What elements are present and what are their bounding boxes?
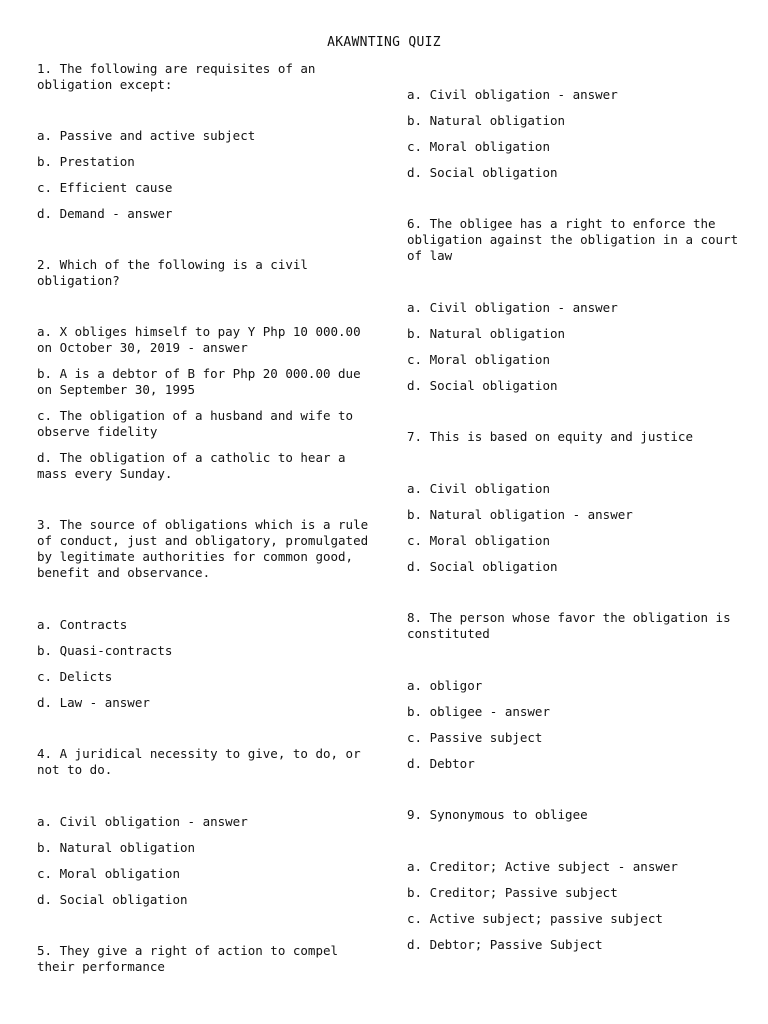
- options-q1: [37, 128, 372, 222]
- option: c. The obligation of a husband and wife to observe fidelity: [37, 408, 354, 439]
- option: b. Quasi-contracts: [37, 643, 173, 658]
- options-q7: [407, 481, 742, 575]
- option: c. Moral obligation: [407, 533, 550, 548]
- question-9: 9. Synonymous to obligee: [407, 807, 588, 822]
- option: c. Moral obligation: [37, 866, 180, 881]
- option: d. Social obligation: [407, 378, 558, 393]
- question-8: 8. The person whose favor the obligation is constituted: [407, 610, 731, 641]
- option: c. Delicts: [37, 669, 113, 684]
- option: b. Natural obligation: [37, 840, 196, 855]
- question-5: 5. They give a right of action to compel their performance: [37, 943, 339, 974]
- option: b. obligee - answer: [407, 704, 550, 719]
- options-q8: [407, 678, 742, 772]
- option: a. X obliges himself to pay Y Php 10 000.00 on October 30, 2019 - answer: [37, 324, 361, 355]
- option: b. Natural obligation: [407, 113, 566, 128]
- option: d. Law - answer: [37, 695, 150, 710]
- option: d. Demand - answer: [37, 206, 173, 221]
- option: c. Moral obligation: [407, 352, 550, 367]
- option: c. Passive subject: [407, 730, 543, 745]
- option: b. A is a debtor of B for Php 20 000.00 due on September 30, 1995: [37, 366, 361, 397]
- option: a. Civil obligation - answer: [37, 814, 248, 829]
- option: b. Natural obligation: [407, 326, 566, 341]
- option: d. Debtor; Passive Subject: [407, 937, 603, 952]
- option: c. Active subject; passive subject: [407, 911, 663, 926]
- option: a. Civil obligation - answer: [407, 300, 618, 315]
- right-column: [407, 87, 742, 963]
- question-2: 2. Which of the following is a civil obligation?: [37, 257, 308, 288]
- options-q3: [37, 617, 372, 711]
- options-q9: [407, 859, 742, 953]
- option: a. obligor: [407, 678, 483, 693]
- option: a. Creditor; Active subject - answer: [407, 859, 678, 874]
- option: c. Efficient cause: [37, 180, 173, 195]
- question-7: 7. This is based on equity and justice: [407, 429, 693, 444]
- options-q6: [407, 300, 742, 394]
- option: c. Moral obligation: [407, 139, 550, 154]
- options-q2: [37, 324, 372, 482]
- question-1: 1. The following are requisites of an obligation except:: [37, 61, 316, 92]
- option: d. Social obligation: [407, 165, 558, 180]
- option: b. Creditor; Passive subject: [407, 885, 618, 900]
- page-title: AKAWNTING QUIZ: [327, 35, 441, 50]
- options-q5: [407, 87, 742, 181]
- option: a. Civil obligation: [407, 481, 550, 496]
- option: a. Contracts: [37, 617, 128, 632]
- options-q4: [37, 814, 372, 908]
- option: b. Natural obligation - answer: [407, 507, 633, 522]
- option: b. Prestation: [37, 154, 135, 169]
- option: d. Social obligation: [407, 559, 558, 574]
- option: a. Civil obligation - answer: [407, 87, 618, 102]
- option: a. Passive and active subject: [37, 128, 256, 143]
- option: d. The obligation of a catholic to hear a mass every Sunday.: [37, 450, 346, 481]
- left-column: [37, 61, 372, 975]
- question-4: 4. A juridical necessity to give, to do, or not to do.: [37, 746, 361, 777]
- option: d. Social obligation: [37, 892, 188, 907]
- option: d. Debtor: [407, 756, 475, 771]
- question-6: 6. The obligee has a right to enforce the obligation against the obligation in a court of law: [407, 216, 739, 263]
- question-3: 3. The source of obligations which is a rule of conduct, just and obligatory, promulgated by legitimate authorities for common good, benefit and observance.: [37, 517, 369, 580]
